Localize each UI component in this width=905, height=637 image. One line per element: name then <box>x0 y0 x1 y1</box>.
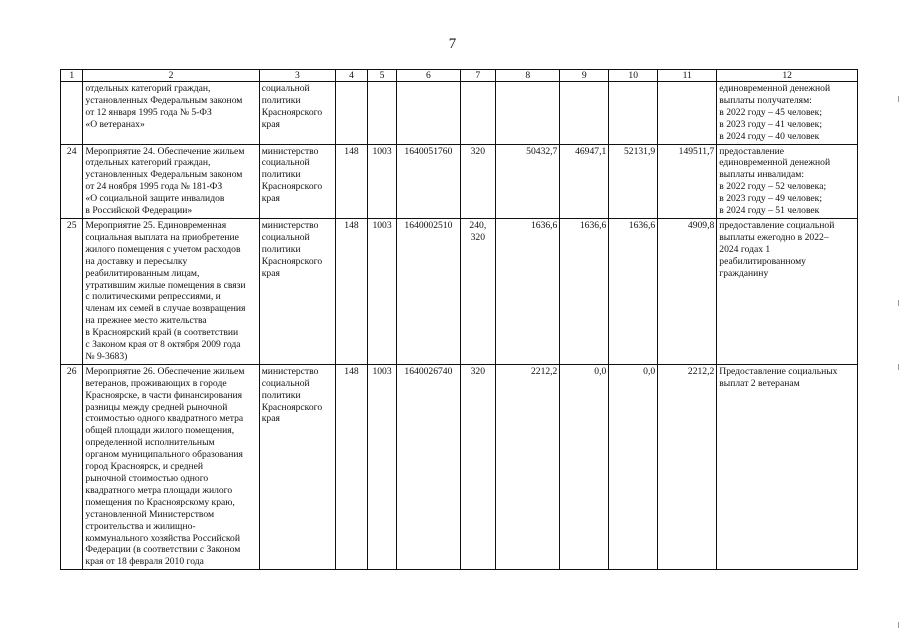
column-header: 3 <box>259 70 335 82</box>
column-header: 11 <box>658 70 717 82</box>
column-number-row <box>61 70 858 82</box>
target-article-code: 1640051760 <box>397 144 460 218</box>
amount-2023: 0,0 <box>560 364 609 569</box>
amount-2023 <box>560 82 609 145</box>
amount-2022: 50432,7 <box>496 144 560 218</box>
expense-type-code: 320 <box>460 144 496 218</box>
section-code: 1003 <box>367 364 397 569</box>
section-code: 1003 <box>367 218 397 364</box>
table-row <box>61 364 858 569</box>
column-header: 9 <box>560 70 609 82</box>
responsible-executor: социальной политики Красноярского края <box>259 82 335 145</box>
grbs-code: 148 <box>336 364 368 569</box>
expense-type-code <box>460 82 496 145</box>
row-number: 26 <box>61 364 83 569</box>
responsible-executor: министерство социальной политики Красноярского края <box>259 364 335 569</box>
table-row <box>61 82 858 145</box>
section-code: 1003 <box>367 144 397 218</box>
column-header: 12 <box>717 70 858 82</box>
scan-edge-mark <box>898 96 899 102</box>
expected-result: предоставление социальной выплаты ежегодно в 2022– 2024 годах 1 реабилитированному гражданину <box>717 218 858 364</box>
amount-2023: 46947,1 <box>560 144 609 218</box>
target-article-code: 1640002510 <box>397 218 460 364</box>
scan-edge-mark <box>898 300 899 306</box>
row-number: 24 <box>61 144 83 218</box>
expected-result: предоставление единовременной денежной выплаты инвалидам: в 2022 году – 52 человека; в 2023 году – 49 человек; в 2024 году – 51 человек <box>717 144 858 218</box>
grbs-code: 148 <box>336 218 368 364</box>
amount-2023: 1636,6 <box>560 218 609 364</box>
measure-name: Мероприятие 25. Единовременная социальная выплата на приобретение жилого помещения с учетом расходов на доставку и пересылку реабилитированным лицам, утратившим жилые помещения в связи с политическими репрессиями, и членам их семей в случае возвращения на прежнее место жительства в Красноярский край (в соответствии с Законом края от 8 октября 2009 года № 9-3683) <box>83 218 259 364</box>
responsible-executor: министерство социальной политики Красноярского края <box>259 218 335 364</box>
target-article-code <box>397 82 460 145</box>
amount-2024 <box>609 82 658 145</box>
grbs-code: 148 <box>336 144 368 218</box>
column-header: 2 <box>83 70 259 82</box>
measure-name: Мероприятие 26. Обеспечение жильем ветеранов, проживающих в городе Красноярске, в части финансирования разницы между средней рыночной стоимостью одного квадратного метра общей площади жилого помещения, определенной исполнительным органом муниципального образования город Красноярск, и средней рыночной стоимостью одного квадратного метра площади жилого помещения по Красноярскому краю, установленной Министерством строительства и жилищно- коммунального хозяйства Российской Федерации (в соответствии с Законом края от 18 февраля 2010 года <box>83 364 259 569</box>
expense-type-code: 240, 320 <box>460 218 496 364</box>
page-number: 7 <box>448 36 457 52</box>
table-row <box>61 144 858 218</box>
column-header: 10 <box>609 70 658 82</box>
column-header: 1 <box>61 70 83 82</box>
amount-2024: 52131,9 <box>609 144 658 218</box>
amount-total: 2212,2 <box>658 364 717 569</box>
amount-2022 <box>496 82 560 145</box>
scan-edge-mark <box>898 622 899 628</box>
row-number: 25 <box>61 218 83 364</box>
amount-2022: 1636,6 <box>496 218 560 364</box>
section-code <box>367 82 397 145</box>
measure-name: Мероприятие 24. Обеспечение жильем отдельных категорий граждан, установленных Федеральным законом от 24 ноября 1995 года № 181-ФЗ «О социальной защите инвалидов в Российской Федерации» <box>83 144 259 218</box>
grbs-code <box>336 82 368 145</box>
row-number <box>61 82 83 145</box>
column-header: 6 <box>397 70 460 82</box>
amount-2022: 2212,2 <box>496 364 560 569</box>
expense-type-code: 320 <box>460 364 496 569</box>
scan-edge-mark <box>898 364 899 370</box>
column-header: 7 <box>460 70 496 82</box>
amount-total <box>658 82 717 145</box>
program-measures-table <box>60 69 858 570</box>
target-article-code: 1640026740 <box>397 364 460 569</box>
column-header: 8 <box>496 70 560 82</box>
column-header: 4 <box>336 70 368 82</box>
amount-total: 4909,8 <box>658 218 717 364</box>
measure-name: отдельных категорий граждан, установленных Федеральным законом от 12 января 1995 года № 5-ФЗ «О ветеранах» <box>83 82 259 145</box>
expected-result: единовременной денежной выплаты получателям: в 2022 году – 45 человек; в 2023 году – 41 человек; в 2024 году – 40 человек <box>717 82 858 145</box>
responsible-executor: министерство социальной политики Красноярского края <box>259 144 335 218</box>
expected-result: Предоставление социальных выплат 2 ветеранам <box>717 364 858 569</box>
amount-2024: 0,0 <box>609 364 658 569</box>
column-header: 5 <box>367 70 397 82</box>
table-row <box>61 218 858 364</box>
amount-2024: 1636,6 <box>609 218 658 364</box>
amount-total: 149511,7 <box>658 144 717 218</box>
